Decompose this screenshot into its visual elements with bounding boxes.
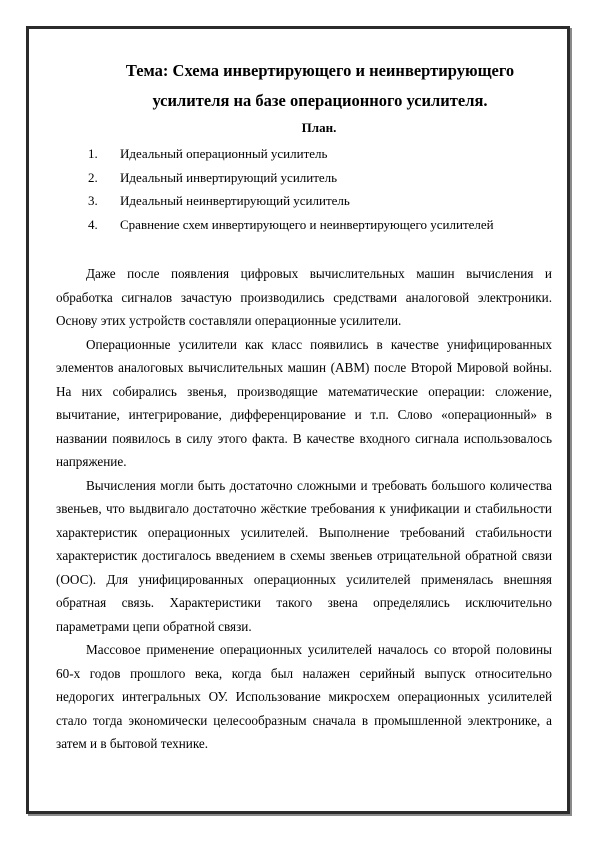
plan-item-number: 4. xyxy=(88,216,98,232)
plan-heading: План. xyxy=(301,120,337,135)
plan-list xyxy=(88,142,494,236)
document-title xyxy=(60,56,580,116)
plan-item-text: Сравнение схем инвертирующего и неинвертирующего усилителей xyxy=(120,216,494,232)
plan-item-number: 2. xyxy=(88,169,98,185)
plan-item-text: Идеальный неинвертирующий усилитель xyxy=(120,193,350,208)
plan-item-text: Идеальный операционный усилитель xyxy=(120,146,328,161)
title-line-2: усилителя на базе операционного усилителя. xyxy=(152,91,488,110)
title-line-1: Тема: Схема инвертирующего и неинвертирующего xyxy=(125,61,515,80)
body-paragraph: Вычисления могли быть достаточно сложными и требовать большого количества звеньев, что выдвигало достаточно жёсткие требования к унификации и стабильности характеристик операционных усилителей. Выполнение требований стабильности характеристик достигалось введением в схемы звеньев отрицательной обратной связи (ООС). Для унифицированных операционных усилителей применялась внешняя обратная связь. Характеристики такого звена определялись исключительно параметрами цепи обратной связи. xyxy=(56,477,552,634)
plan-item xyxy=(88,166,494,190)
plan-item xyxy=(88,213,494,237)
plan-item xyxy=(88,189,494,213)
plan-item-number: 1. xyxy=(88,146,98,161)
body-text xyxy=(56,262,552,756)
plan-item xyxy=(88,142,494,166)
plan-item-number: 3. xyxy=(88,193,98,208)
body-paragraph: Операционные усилители как класс появились в качестве унифицированных элементов аналоговых вычислительных машин (АВМ) после Второй Мировой войны. На них собирались звенья, производящие математические операции: сложение, вычитание, интегрирование, дифференцирование и т.п. Слово «операционный» в названии появилось в силу этого факта. В качестве входного сигнала использовалось напряжение. xyxy=(56,336,552,469)
body-paragraph: Даже после появления цифровых вычислительных машин вычисления и обработка сигналов зачастую производились средствами аналоговой электроники. Основу этих устройств составляли операционные усилители. xyxy=(56,266,552,328)
plan-item-text: Идеальный инвертирующий усилитель xyxy=(120,169,338,185)
body-paragraph: Массовое применение операционных усилителей началось со второй половины 60-х годов прошлого века, когда был налажен серийный выпуск относительно недорогих интегральных ОУ. Использование микросхем операционных усилителей стало тогда экономически целесообразным сначала в промышленной электронике, а затем и в бытовой технике. xyxy=(56,642,552,751)
